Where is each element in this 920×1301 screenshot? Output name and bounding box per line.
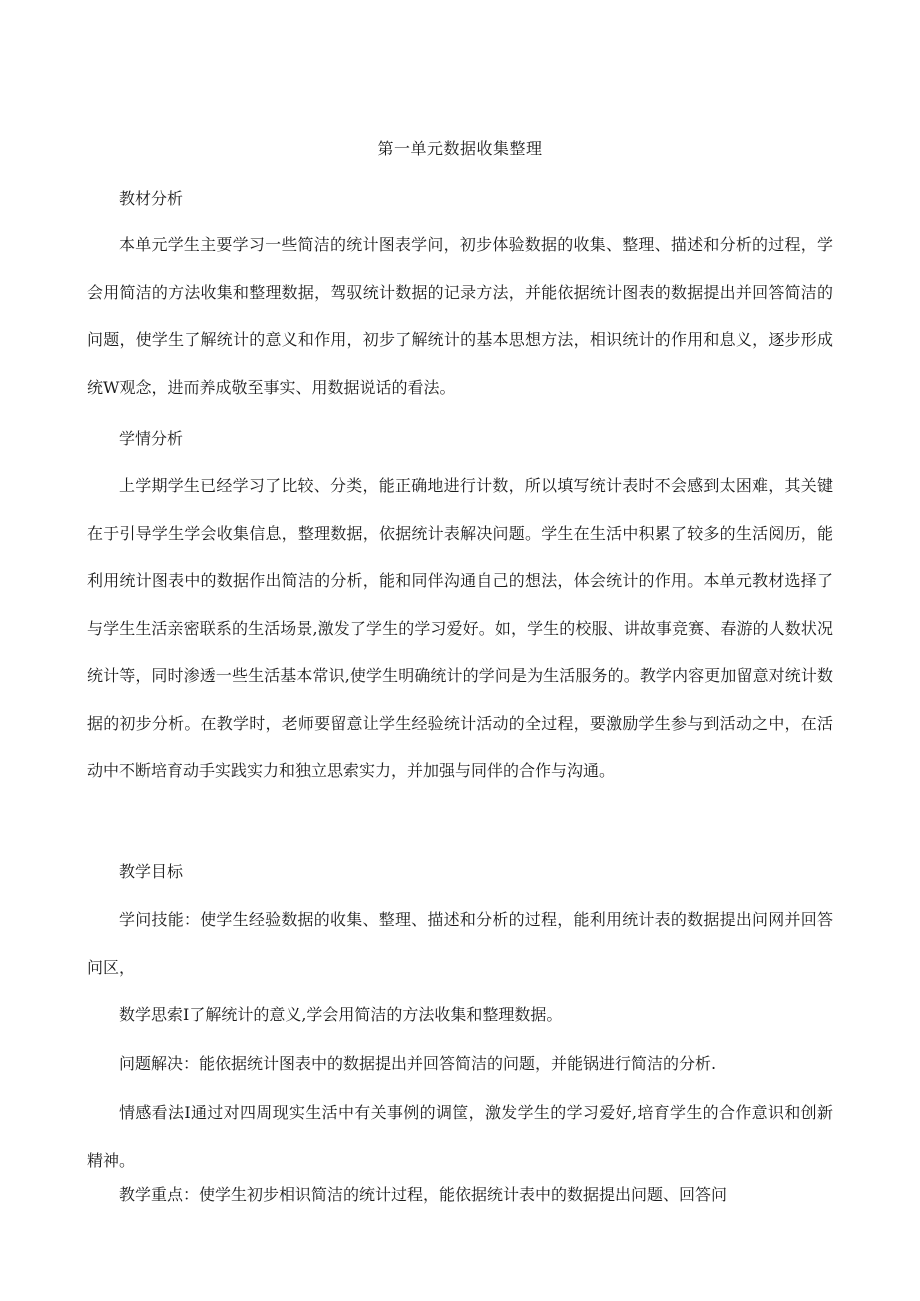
- goal-emotion-attitude: 情感看法I通过对四周现实生活中有关事例的调筐，激发学生的学习爱好,培育学生的合作意识和创新精神。: [87, 1103, 833, 1170]
- goal-attitude-block: [87, 1089, 833, 1184]
- goal-knowledge-block: [87, 896, 833, 991]
- section-materials-analysis: [87, 221, 833, 411]
- paragraph-learner-analysis: 上学期学生已经学习了比较、分类，能正确地进行计数，所以填写统计表时不会感到太困难，其关键在于引导学生学会收集信息，整理数据，依据统计表解决问题。学生在生活中积累了较多的生活阅历，能利用统计图表中的数据作出简洁的分析，能和同伴沟通自己的想法，体会统计的作用。本单元教材选择了与学生生活亲密联系的生活场景,激发了学生的学习爱好。如，学生的校服、讲故事竞赛、春游的人数状况统计等，同时渗透一些生活基本常识,使学生明确统计的学问是为生活服务的。教学内容更加留意对统计数据的初步分析。在教学时，老师要留意让学生经验统计活动的全过程，要激励学生参与到活动之中，在活动中不断培育动手实践实力和独立思索实力，并加强与同伴的合作与沟通。: [87, 476, 833, 780]
- heading-learner-analysis: 学情分析: [119, 429, 184, 448]
- page-title: 第一单元数据收集整理: [377, 139, 543, 158]
- goal-math-thinking: 数学思索I了解统计的意义,学会用简洁的方法收集和整理数据。: [119, 1005, 563, 1024]
- heading-materials-analysis: 教材分析: [119, 189, 184, 208]
- goal-knowledge-skills: 学问技能：使学生经验数据的收集、整理、描述和分析的过程，能利用统计表的数据提出问网并回答问区，: [87, 910, 833, 977]
- teaching-key-point: 教学重点：使学生初步相识简洁的统计过程，能依据统计表中的数据提出问题、回答问: [119, 1185, 728, 1204]
- goal-problem-solving: 问题解决：能依据统计图表中的数据提出并回答简洁的问题，并能锅进行简洁的分析.: [119, 1054, 717, 1073]
- heading-teaching-goals: 教学目标: [119, 862, 184, 881]
- section-learner-analysis: [87, 462, 833, 795]
- paragraph-materials-analysis: 本单元学生主要学习一些简洁的统计图表学问，初步体验数据的收集、整理、描述和分析的过程，学会用简洁的方法收集和整理数据，驾驭统计数据的记录方法，并能依据统计图表的数据提出并回答简洁的问题，使学生了解统计的意义和作用，初步了解统计的基本思想方法，相识统计的作用和息义，逐步形成统W观念，进而养成敬至事实、用数据说话的看法。: [87, 235, 833, 397]
